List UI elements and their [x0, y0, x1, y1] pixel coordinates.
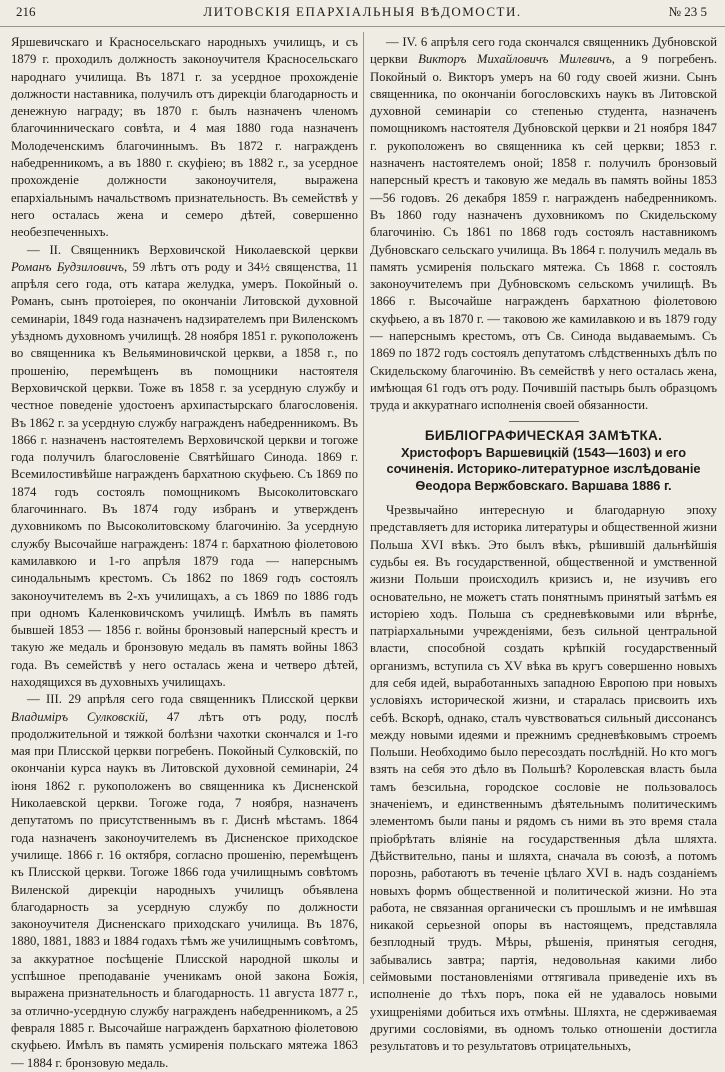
obituary-3-lead: — III. 29 апрѣля сего года священникъ Плисской церкви: [27, 692, 358, 707]
obituary-4-name: Викторъ Михайловичъ Милевичъ: [418, 52, 612, 67]
obituary-4-lead: — IV. 6 апрѣля сего года скончался священникъ Дубновской церкви: [370, 35, 717, 67]
obituary-continuation: Яршевичскаго и Красносельскаго народныхъ училищъ, и съ 1879 г. проходилъ должность законоучителя Красносельскаго народнаго училища. Въ 1871 г. за усердное прохожденіе должности наставника, получилъ отъ дирекціи благодарность и денежную награду; въ 1870 г. былъ назначенъ членомъ благочинническаго совѣта, и 4 мая 1880 года назначенъ Молодеченскимъ благочиннымъ. Въ 1872 г. награжденъ набедренникомъ, а въ 1880 г. скуфіею; въ 1882 г., за усердное прохожденіе должности законоучителя, выражена епархіальнымъ начальствомъ признательность. Въ семействѣ у него осталась жена и семеро дѣтей, совершенно необезпеченныхъ.: [11, 35, 358, 240]
left-column: [11, 34, 358, 1072]
section-title: БИБЛІОГРАФИЧЕСКАЯ ЗАМѢТКА.: [424, 427, 663, 443]
journal-title: ЛИТОВСКІЯ ЕПАРХІАЛЬНЫЯ ВѢДОМОСТИ.: [203, 4, 522, 19]
obituary-2-lead: — II. Священникъ Верховичской Николаевской церкви: [27, 242, 358, 257]
obituary-2-text: , 59 лѣтъ отъ роду и 34½ священства, 11 апрѣля сего года, отъ катара желудка, умеръ. Покойный о. Романъ, сынъ протоіерея, по окончаніи Литовской духовной семинаріи, 1849 года назначенъ надзирателемъ при Виленскомъ уѣздномъ духовномъ училищѣ. 28 ноября 1851 г. рукоположенъ во священника къ Вельяминовичской церкви, а 1858 г., по прошенію, перемѣщенъ въ помощники настоятеля Верховичской церкви. Тоже въ 1858 г. за усердную службу и честное поведеніе удостоенъ архипастырскаго благословенія. Въ 1862 г. за усердную службу награжденъ набедренникомъ. Въ 1866 г. назначенъ настоятелемъ Верховичской церкви и тогоже года получилъ благословеніе Святѣйшаго Синода. 1869 г. Всемилостивѣйше награжденъ бархатною скуфьею. Съ 1869 по 1874 годъ состоялъ помощникомъ Высоколитовскаго благочиннаго. Въ 1874 году избранъ и утвержденъ духовникомъ по Высоколитовскому благочинію. За усердную службу Высочайше награжденъ: 1874 г. бархатною фіолетовою камилавкою и 1-го апрѣля 1879 года — наперснымъ синодальнымъ крестомъ. Съ 1862 по 1869 годъ состоялъ законоучителемъ въ 2-хъ училищахъ, а съ 1869 по 1886 годъ при одномъ Каленковичскомъ училищѣ. Имѣлъ въ память бывшей 1853 — 1856 г. войны бронзовый наперсный крестъ и такую же медаль и бронзовую медаль въ память войны 1863 года. Въ семействѣ у него осталась жена и четверо дѣтей, находящихся въ духовныхъ училищахъ.: [11, 259, 358, 689]
page-header: [0, 0, 725, 27]
issue-number: № 23 5: [668, 4, 707, 19]
obituary-3-name: Владиміръ Сулковскій: [11, 709, 145, 724]
obituary-3-text: , 47 лѣтъ отъ роду, послѣ продолжительной и тяжкой болѣзни чахотки скончался и 1-го мая при Плисской церкви погребенъ. Покойный Сулковскій, по окончаніи курса наукъ въ Литовской духовной семинаріи, 24 іюня 1862 г. рукоположенъ во священника къ Дисненской Николаевской церкви. Тогоже года, 7 ноября, назначенъ депутатомъ по присутственнымъ въ г. Диснѣ мѣстамъ. 1864 года назначенъ законоучителемъ въ Дисненское приходское училище. 1866 г. 16 октября, согласно прошенію, перемѣщенъ къ Плисской церкви. Тогоже 1866 года училищнымъ совѣтомъ Виленской дирекціи народныхъ училищъ объявлена благодарность за усердную службу по должности законоучителя Дисненскаго приходскаго училища. Въ 1876, 1880, 1881, 1883 и 1884 годахъ тѣмъ же училищнымъ совѣтомъ, за аккуратное посѣщеніе Плисской народной школы и успѣшное преподаваніе ученикамъ оной закона Божія, выражена признательность и благодарность. 11 августа 1877 г., за отлично-усердную службу награжденъ набедренникомъ, а 25 февраля 1885 г. Высочайше награжденъ бархатною фіолетовою скуфьею. Имѣлъ въ память усмиренія польскаго мятежа 1863 — 1884 г. бронзовую медаль.: [11, 709, 358, 1070]
right-column: [370, 34, 717, 1056]
page-number: 216: [16, 4, 36, 19]
obituary-item-2: [11, 242, 358, 692]
obituary-4-text: , а 9 погребенъ. Покойный о. Викторъ умеръ на 60 году своей жизни. Сынъ священника, по окончаніи богословскихъ наукъ въ Литовской духовной семинаріи со степенью студента, назначенъ помощникомъ настоятеля Дубновской церкви и 21 ноября 1847 г. рукоположенъ во священника къ сей церкви; 1853 г. назначенъ настоятелемъ оной; 1858 г. получилъ бронзовый наперсный крестъ и таковую же медаль въ память войны 1853—56 годовъ. 26 декабря 1859 г. награжденъ набедренникомъ. Въ 1860 году назначенъ духовникомъ по Скидельскому благочинію. Съ 1861 по 1868 годъ состоялъ наставникомъ Дубновскаго сельскаго училища. Въ 1864 г. получилъ медаль въ память усмиренія польскаго мятежа. Съ 1868 г. состоялъ законоучителемъ при Дубновскомъ сельскомъ училищѣ. Въ 1866 г. Высочайше награжденъ бархатною фіолетовою скуфьею, а въ 1870 г. — таковою же камилавкою и въ 1879 году — наперснымъ крестомъ, отъ Св. Синода выдаваемымъ. Съ 1869 по 1872 годъ состоялъ депутатомъ слѣдственныхъ дѣлъ по Скидельскому благочинію. Въ семействѣ у него осталась жена, имѣющая 61 годъ отъ роду. Почившій пастырь былъ образцомъ труда и аккуратнаго исполненія своей обязанности.: [370, 52, 718, 413]
obituary-2-name: Романъ Будзиловичъ: [11, 259, 124, 274]
section-subtitle: Христофоръ Варшевицкій (1543—1603) и его сочиненія. Историко-литературное изслѣдованіе Ѳеодора Вержбовскаго. Варшава 1886 г.: [386, 444, 701, 493]
obituary-item-3: [11, 691, 358, 1072]
section-rule: [509, 421, 579, 422]
column-divider: [363, 32, 364, 984]
obituary-item-4: [370, 34, 717, 415]
bibliographic-note-body: Чрезвычайно интересную и благодарную эпоху представляетъ для историка литературы и общественной жизни Польша XVI вѣкъ. Это былъ вѣкъ, рѣшившій дальнѣйшія судьбы ея. Въ государственной, общественной и умственной жизни Польши происходилъ кризисъ и, не изучивъ его основательно, не можетъ стать понятнымъ принятый затѣмъ ея исторіею ходъ. Польша съ средневѣковыми или вѣрнѣе, патріархальными учрежденіями, безъ сильной центральной власти, способной создать крѣпкій государственный организмъ, вступила съ XV вѣка въ кругъ совершенно новыхъ для себя идей, выработанныхъ западною Европою при новыхъ условіяхъ исторической жизни, и старалась присвоить ихъ себѣ. Вскорѣ, однако, сталъ чувствоваться сильный диссонансъ между новыми идеями и прежнимъ средневѣковымъ строемъ Польши. Необходимо было пересоздать послѣдній. Но кто могъ взять на себя это дѣло въ Польшѣ? Королевская власть была тамъ безсильна, городское сословіе не пользовалось значеніемъ, и единственнымъ дѣятельнымъ политическимъ элементомъ были паны и рядомъ съ ними въ это время стала пріобрѣтать вліяніе на государственныя дѣла шляхта. Дѣйствительно, паны и шляхта, сначала въ союзѣ, а потомъ порознь, работаютъ въ теченіе цѣлаго XVI в. надъ созданіемъ новыхъ формъ общественной и политической жизни. Но эта работа, не связанная органически съ прошлымъ и не имѣвшая никакой серьезной опоры въ настоящемъ, представляла безплодный трудъ. Мѣры, рѣшенія, принятыя сегодня, забывались завтра; партія, недовольная какими либо сеймовыми постановленіями оттягивала приведеніе ихъ въ исполненіе до тѣхъ поръ, пока ей не удавалось новыми ухищреніями добиться ихъ отмѣны. Шляхта, не сдерживаемая другими сословіями, въ одномъ только отношеніи достигла результатовъ и то результатовъ отрицательныхъ,: [370, 503, 717, 1054]
